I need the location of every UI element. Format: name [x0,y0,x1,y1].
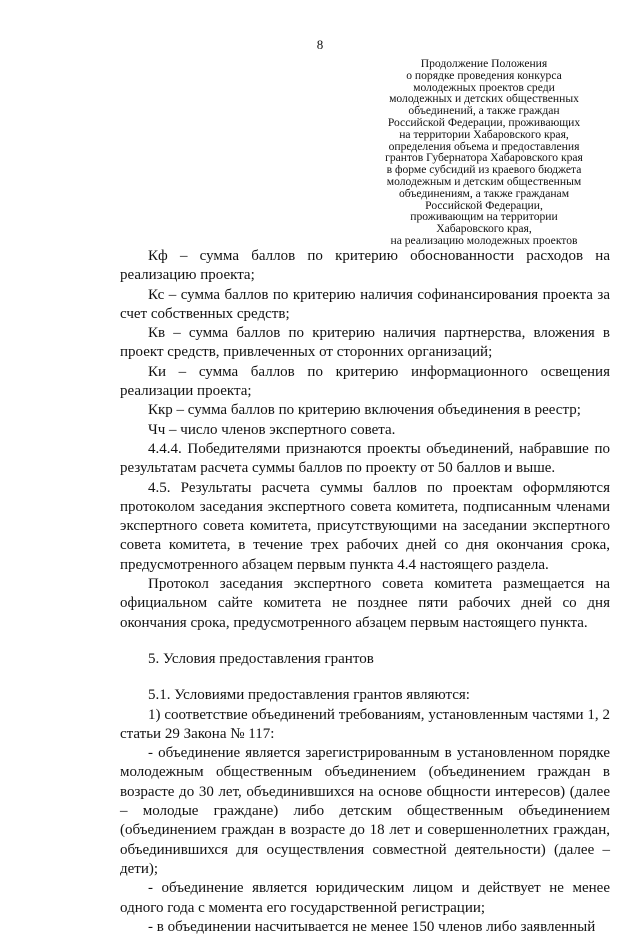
header-line: в форме субсидий из краевого бюджета [386,163,582,177]
header-line: Продолжение Положения [420,57,548,70]
paragraph-requirement-registered: - объединение является зарегистрированным в установленном порядке молодежным общественным объединением (объединением граждан в возрасте до 30 лет, объединившихся на основе общности интересов) (далее – молодые граждане) либо детским общественным объединением (объединением граждан в возрасте до 18 лет и совершеннолетних граждан, объединившихся для осуществления совместной деятельности) (далее – дети); [120,745,610,877]
paragraph-requirement-members: - в объединении насчитывается не менее 150 членов либо заявленный [148,918,596,935]
paragraph-kv: Кв – сумма баллов по критерию наличия партнерства, вложения в проект средств, привлеченных от сторонних организаций; [120,325,610,361]
header-line: Российской Федерации, проживающих [387,115,581,129]
header-line: о порядке проведения конкурса [406,68,562,82]
paragraph-ki: Ки – сумма баллов по критерию информационного освещения реализации проекта; [120,363,610,400]
paragraph-protocol: Протокол заседания экспертного совета комитета размещается на официальном сайте комитета не позднее пяти рабочих дней со дня окончания срока, предусмотренного абзацем первым настоящего пункта. [120,576,610,631]
document-header [366,58,602,247]
header-line: объединений, а также граждан [408,104,560,118]
header-line: определения объема и предоставления [388,139,580,153]
header-line: молодежным и детским общественным [386,174,582,188]
spacer [120,669,610,686]
header-line: на реализацию молодежных проектов [390,233,578,247]
spacer [120,633,610,650]
paragraph-chch: Чч – число членов экспертного совета. [148,421,396,438]
paragraph-4-4-4: 4.4.4. Победителями признаются проекты объединений, набравшие по результатам расчета суммы баллов по проекту от 50 баллов и выше. [120,440,610,477]
paragraph-kf: Кф – сумма баллов по критерию обоснованности расходов на реализацию проекта; [120,248,610,284]
header-line: на территории Хабаровского края, [399,127,569,141]
paragraph-kkr: Ккр – сумма баллов по критерию включения объединения в реестр; [148,402,581,419]
paragraph-condition-1: 1) соответствие объединений требованиям, установленным частями 1, 2 статьи 29 Закона № 117: [120,706,610,742]
section-title: 5. Условия предоставления грантов [148,650,374,667]
paragraph-5-1: 5.1. Условиями предоставления грантов являются: [148,687,470,704]
header-line: объединениям, а также гражданам [398,186,570,200]
paragraph-4-5: 4.5. Результаты расчета суммы баллов по проектам оформляются протоколом заседания экспертного совета комитета, подписанным членами экспертного совета комитета, присутствующими на заседании экспертного совета комитета, в течение трех рабочих дней со дня окончания срока, предусмотренного абзацем первым пункта 4.4 настоящего раздела. [120,479,610,573]
paragraph-requirement-legal-entity: - объединение является юридическим лицом и действует не менее одного года с момента его государственной регистрации; [120,880,610,916]
document-body [120,247,610,937]
header-line: Хабаровского края, [436,222,532,236]
header-line: грантов Губернатора Хабаровского края [385,151,583,165]
header-line: молодежных проектов среди [413,80,555,94]
header-line: молодежных и детских общественных [389,92,579,106]
header-line: проживающим на территории [410,210,558,224]
page-number: 8 [316,37,324,52]
paragraph-ks: Кс – сумма баллов по критерию наличия софинансирования проекта за счет собственных средств; [120,286,610,322]
header-line: Российской Федерации, [425,198,543,212]
